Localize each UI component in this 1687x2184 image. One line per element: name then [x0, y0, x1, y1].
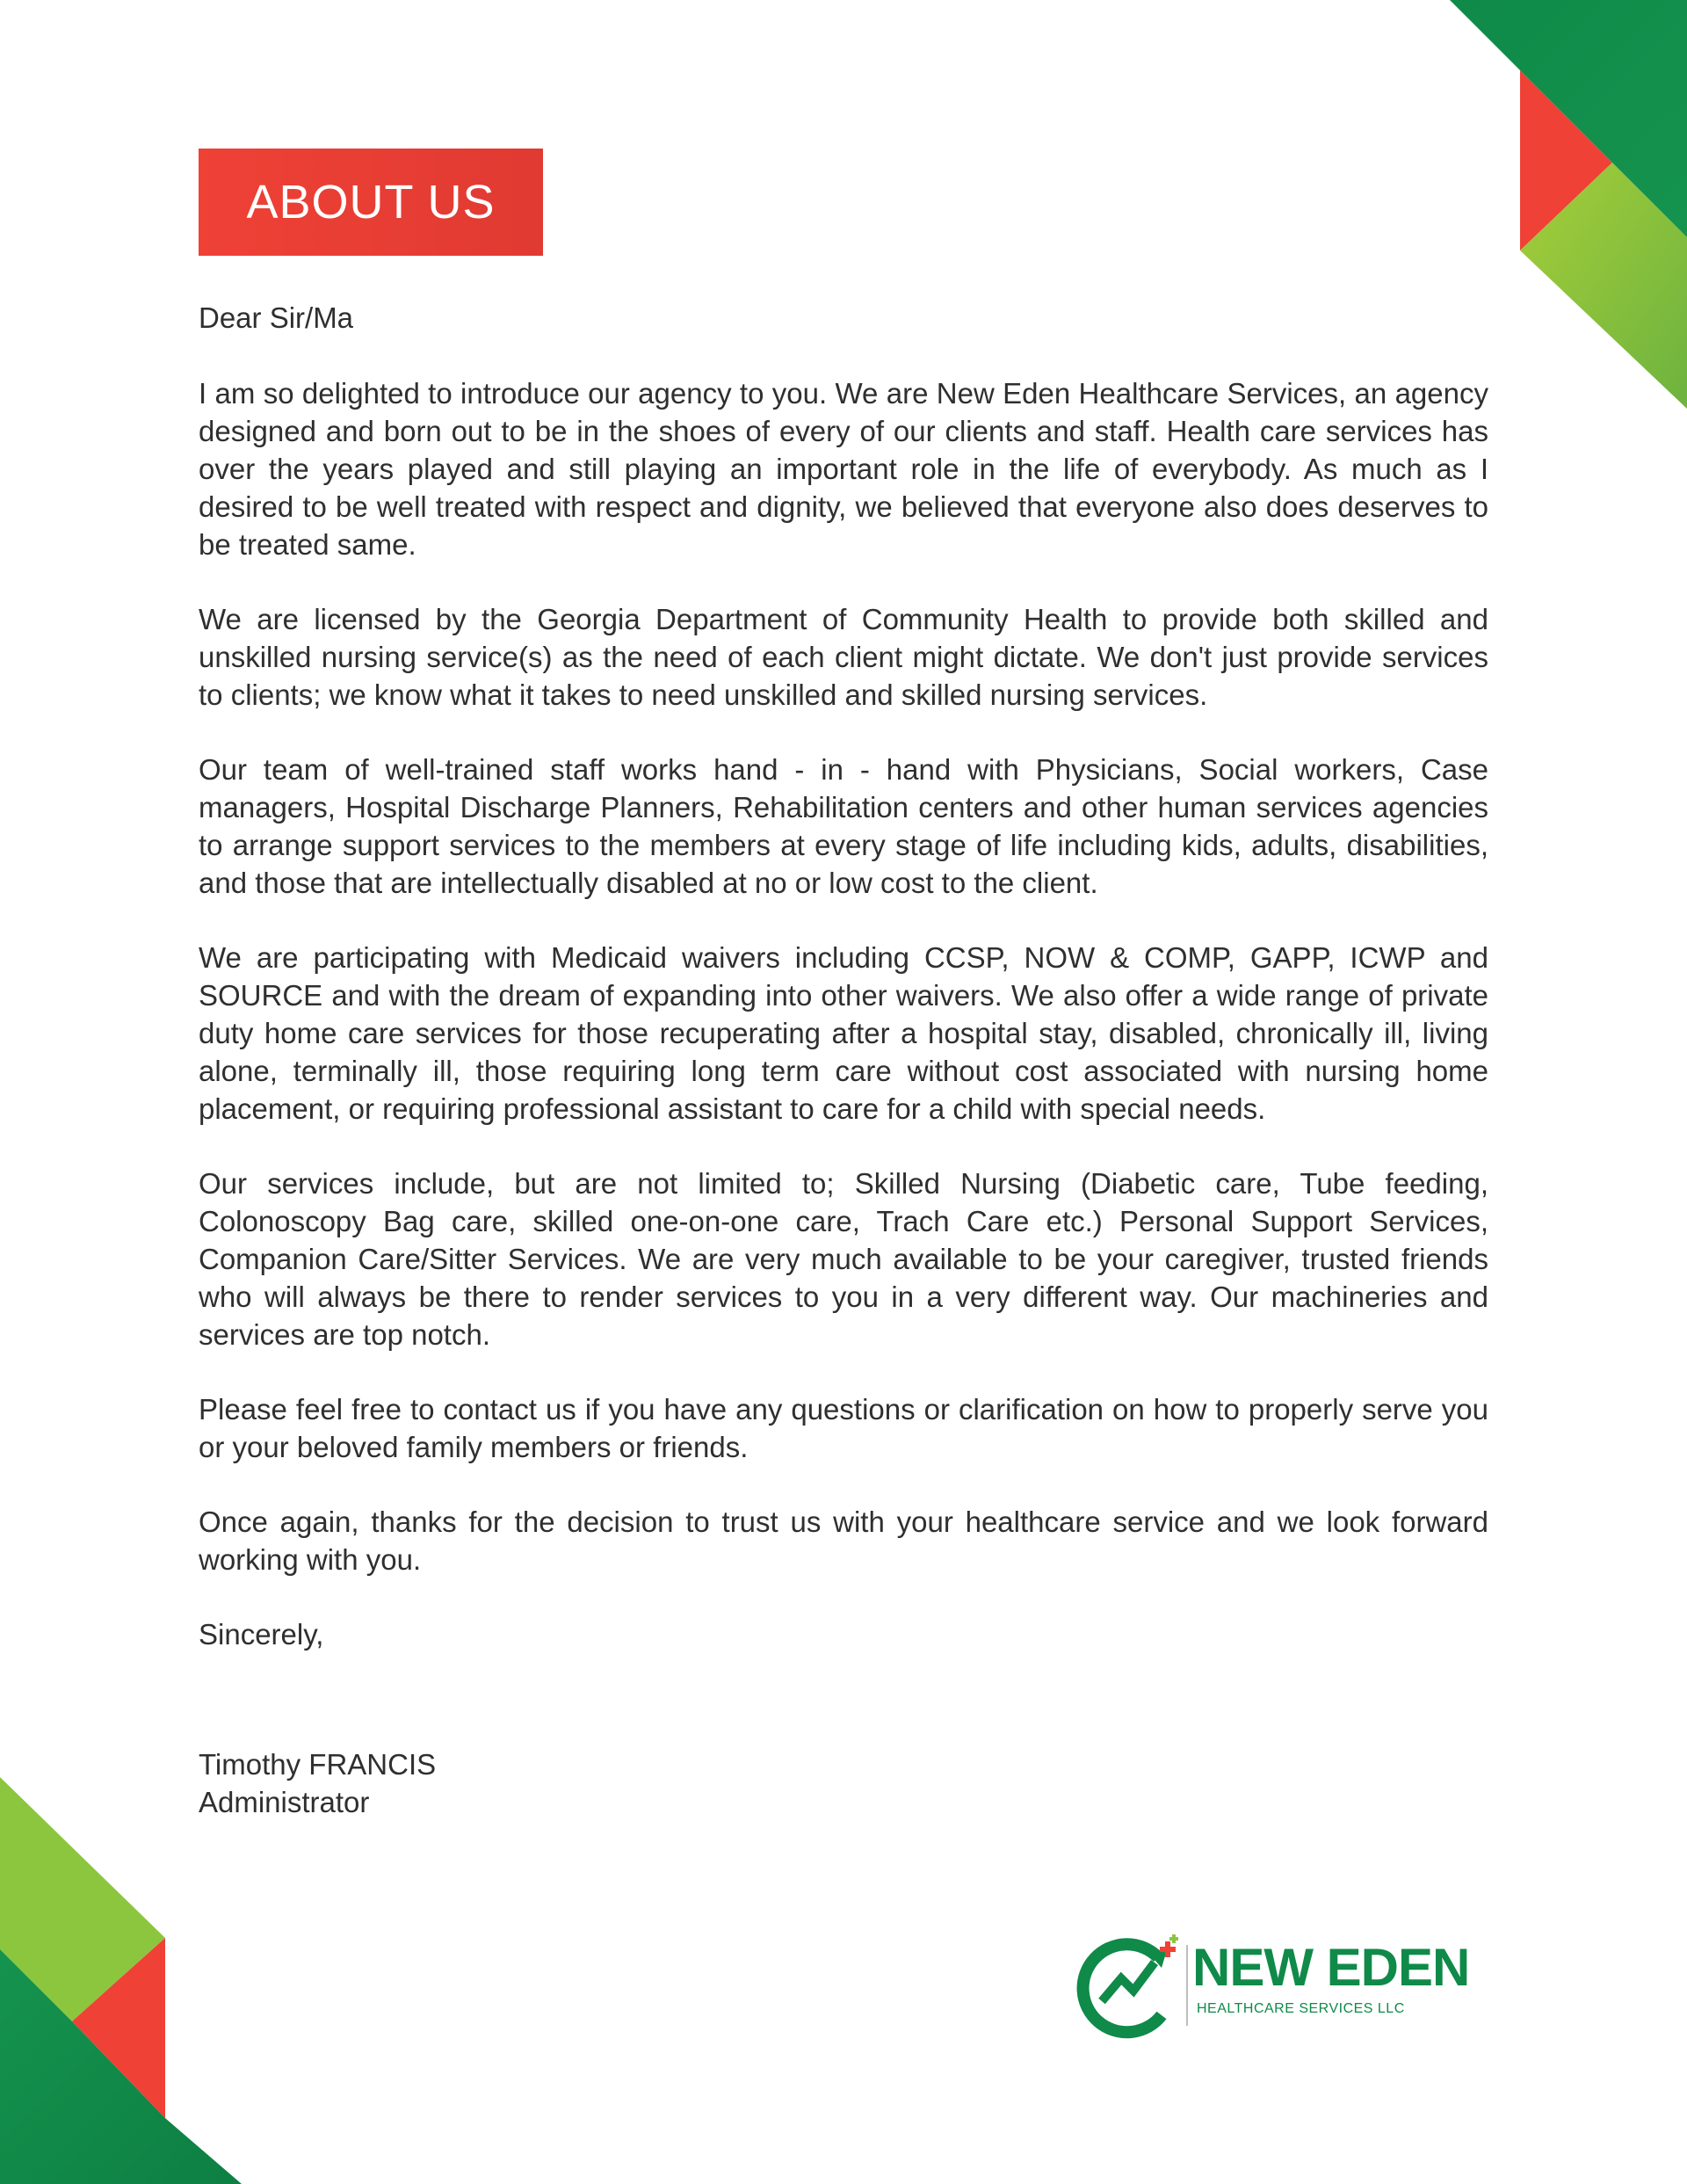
paragraph-contact: Please feel free to contact us if you have any questions or clarification on how to properly serve you or your beloved family members or friends. [199, 1393, 1488, 1463]
paragraph-team: Our team of well-trained staff works hand - in - hand with Physicians, Social workers, Case managers, Hospital Discharge Planners, Rehabilitation centers and other human services agencies to arrange support services to the members at every stage of life including kids, adults, disabilities, and those that are intellectually disabled at no or low cost to the client. [199, 753, 1488, 899]
company-logo [1074, 1927, 1490, 2043]
paragraph-introduction: I am so delighted to introduce our agency to you. We are New Eden Healthcare Services, an agency designed and born out to be in the shoes of every of our clients and staff. Health care services has over the years played and still playing an important role in the life of everybody. As much as I desired to be well treated with respect and dignity, we believed that everyone also does deserves to be treated same. [199, 377, 1488, 561]
paragraph-thanks: Once again, thanks for the decision to trust us with your healthcare service and we look forward working with you. [199, 1506, 1488, 1576]
page-title: ABOUT US [246, 176, 496, 229]
logo-tagline: HEALTHCARE SERVICES LLC [1197, 2001, 1405, 2016]
signatory-title: Administrator [199, 1786, 370, 1818]
paragraph-licensing: We are licensed by the Georgia Department of Community Health to provide both skilled and unskilled nursing service(s) as the need of each client might dictate. We don't just provide services to clients; we know what it takes to need unskilled and skilled nursing services. [199, 603, 1488, 711]
paragraph-services: Our services include, but are not limited to; Skilled Nursing (Diabetic care, Tube feeding, Colonoscopy Bag care, skilled one-on-one care, Trach Care etc.) Personal Support Services, Companion Care/Sitter Services. We are very much available to be your caregiver, trusted friends who will always be there to render services to you in a very different way. Our machineries and services are top notch. [199, 1167, 1488, 1351]
logo-wordmark: NEW EDEN [1192, 1938, 1470, 1997]
signatory-name: Timothy FRANCIS [199, 1748, 437, 1781]
closing: Sincerely, [199, 1618, 324, 1651]
growth-chart-c-icon [1074, 1927, 1186, 2043]
paragraph-medicaid: We are participating with Medicaid waivers including CCSP, NOW & COMP, GAPP, ICWP and SOURCE and with the dream of expanding into other waivers. We also offer a wide range of private duty home care services for those recuperating after a hospital stay, disabled, chronically ill, living alone, terminally ill, those requiring long term care without cost associated with nursing home placement, or requiring professional assistant to care for a child with special needs. [199, 941, 1488, 1125]
letter-body [199, 299, 1488, 1821]
about-us-badge [199, 149, 543, 256]
salutation: Dear Sir/Ma [199, 301, 354, 334]
logo-divider [1186, 1945, 1188, 2026]
